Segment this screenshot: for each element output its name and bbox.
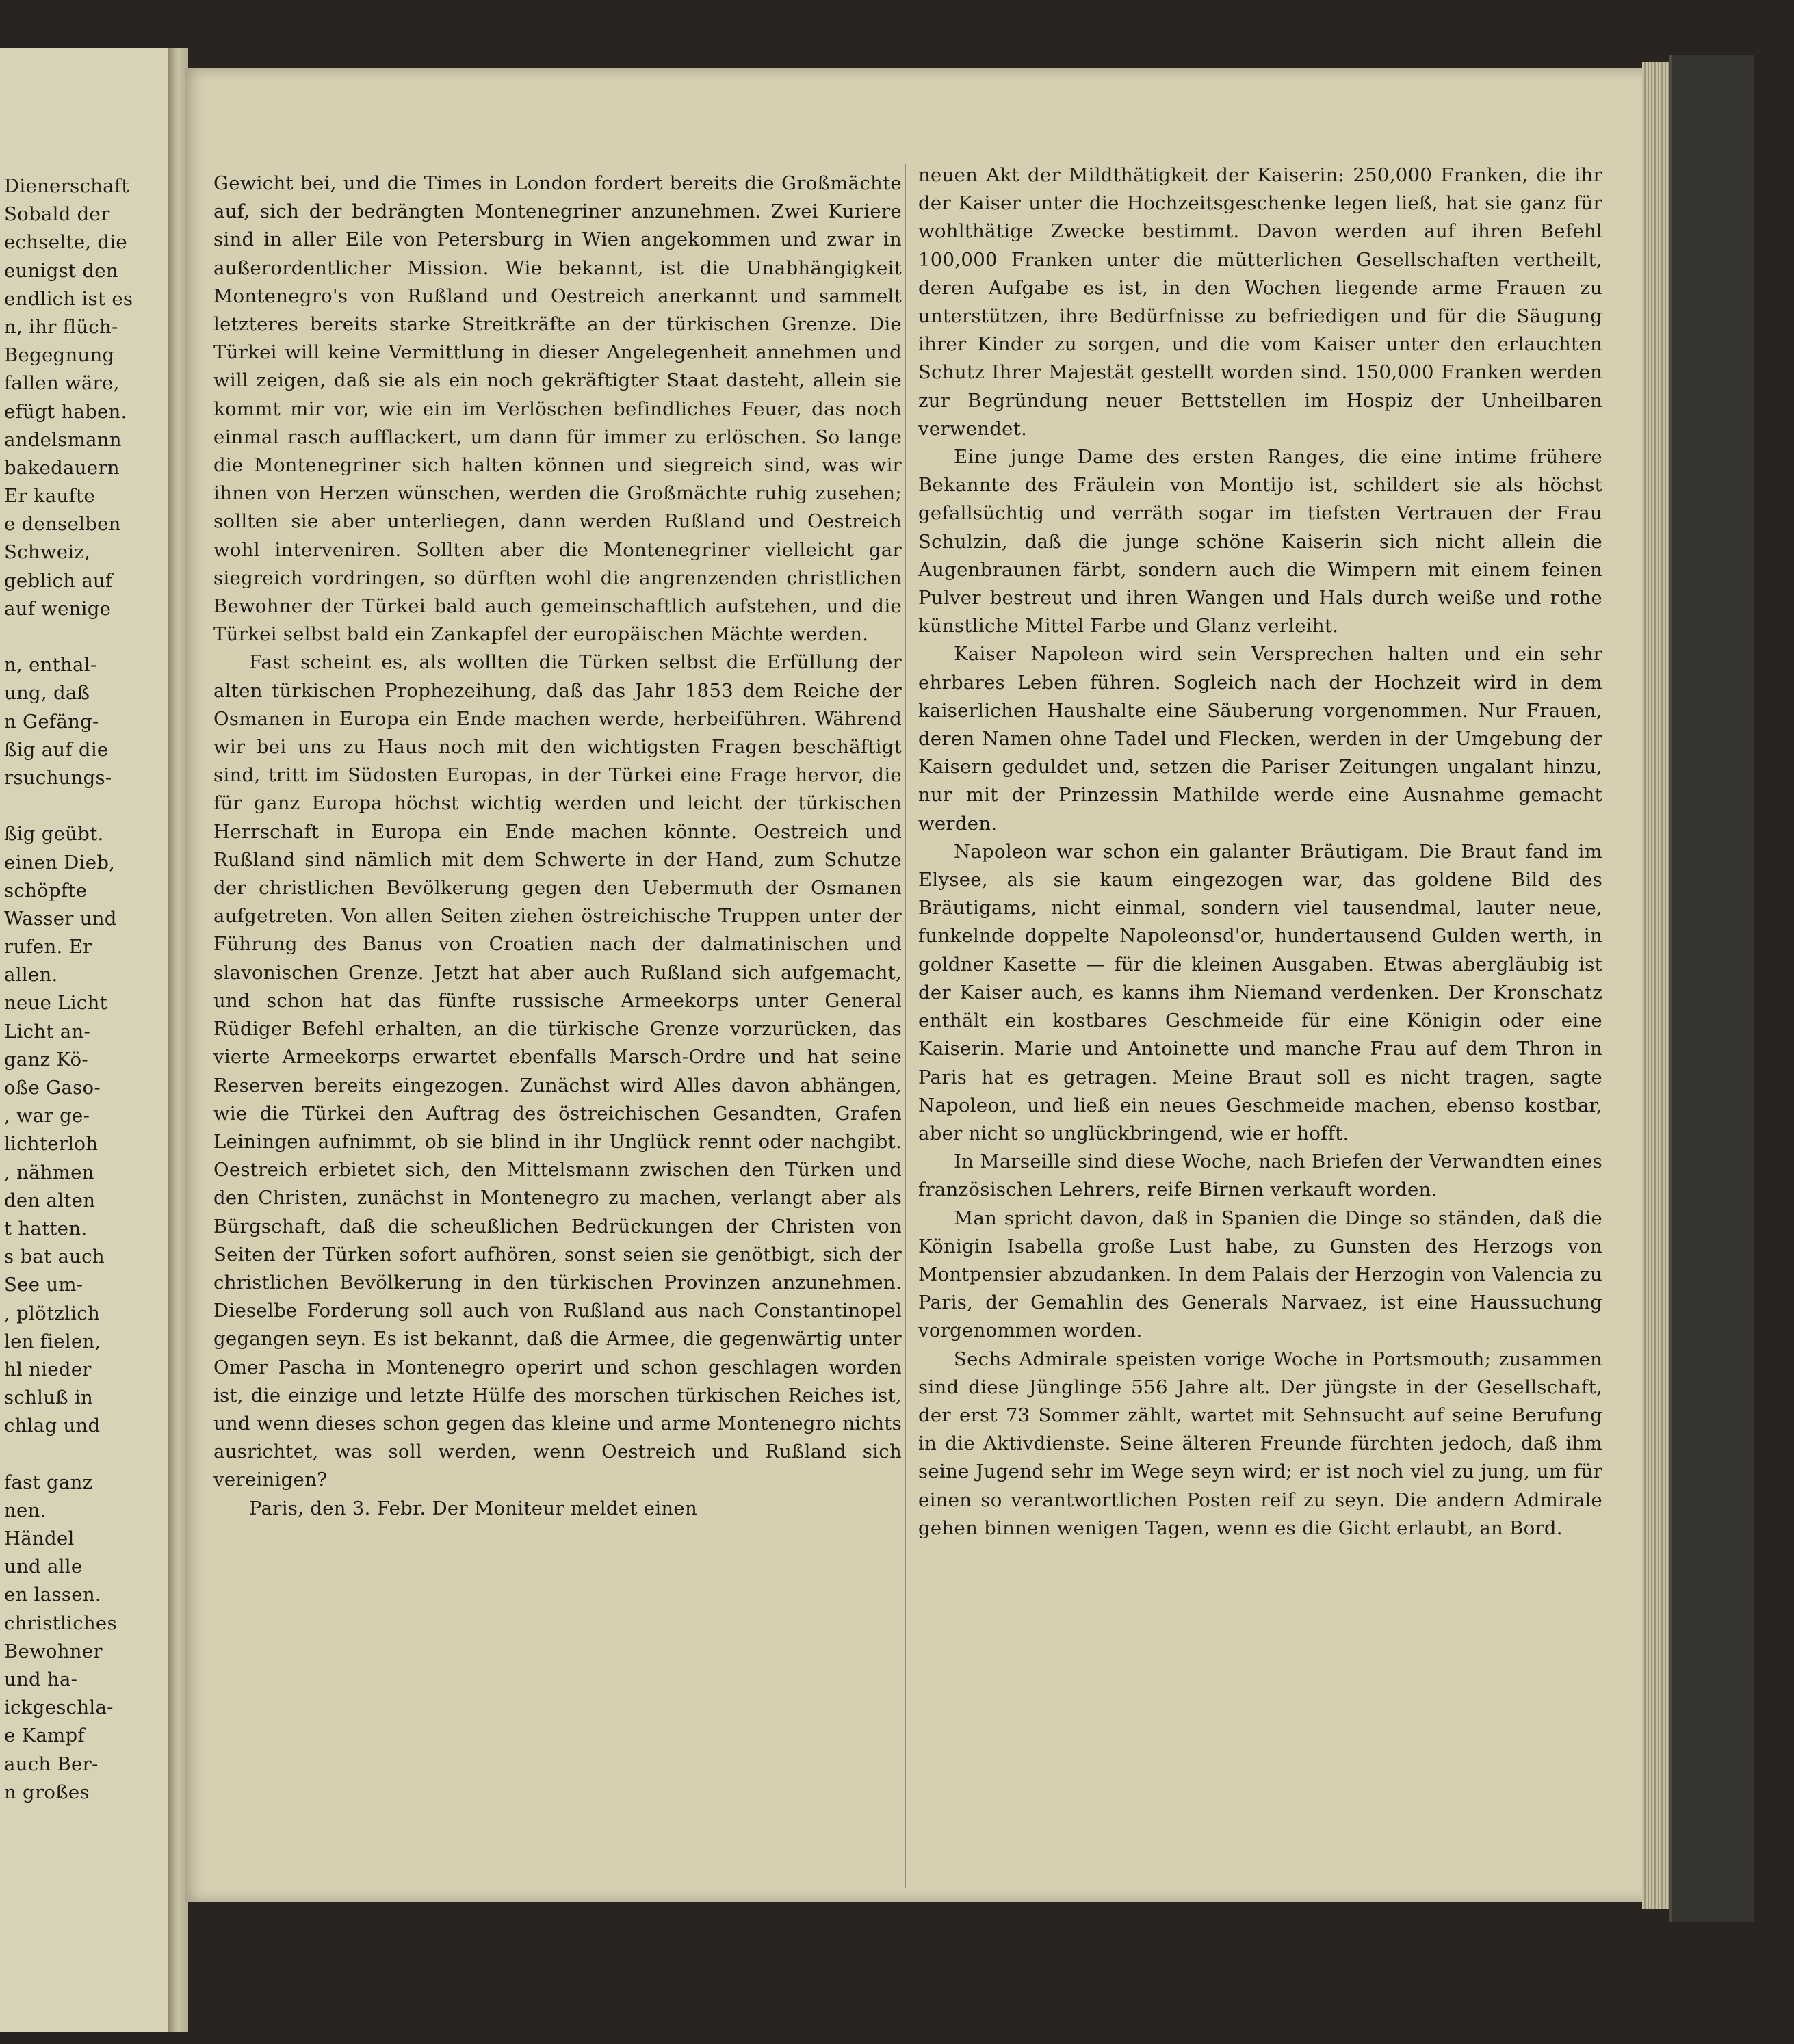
fragment-line: ßig auf die bbox=[4, 738, 109, 761]
fragment-line bbox=[4, 1440, 159, 1468]
fragment-line: oße Gaso- bbox=[4, 1077, 101, 1099]
fragment-line: eunigst den bbox=[4, 259, 118, 282]
fragment-line: , war ge- bbox=[4, 1105, 90, 1127]
fragment-line bbox=[4, 792, 159, 820]
fragment-line: allen. bbox=[4, 964, 58, 986]
fragment-line: einen Dieb, bbox=[4, 851, 116, 874]
fragment-line: ung, daß bbox=[4, 682, 90, 705]
fragment-line: e Kampf bbox=[4, 1725, 85, 1747]
fragment-line: schöpfte bbox=[4, 879, 88, 902]
article-paragraph: Eine junge Dame des ersten Ranges, die eine intime frühere Bekannte des Fräulein von Montijo ist, schildert sie als höchst gefallsüchtig und verräth sogar im tiefsten Vertrauen der Frau Schulzin, daß die junge schöne Kaiserin sich nicht allein die Augenbraunen färbt, sondern auch die Wimpern mit einem feinen Pulver bestreut und ihren Wangen und Hals durch weiße und rothe künstliche Mittel Farbe und Glanz verleiht. bbox=[918, 446, 1602, 638]
left-page-text-fragment bbox=[4, 172, 159, 1807]
article-paragraph: Paris, den 3. Febr. Der Moniteur meldet einen bbox=[249, 1497, 698, 1519]
fragment-line: fast ganz bbox=[4, 1471, 93, 1493]
fragment-line: n großes bbox=[4, 1781, 90, 1803]
fragment-line: Dienerschaft bbox=[4, 175, 129, 197]
fragment-line: See um- bbox=[4, 1274, 83, 1296]
fragment-line: fallen wäre, bbox=[4, 372, 120, 395]
fragment-line: hl nieder bbox=[4, 1358, 92, 1380]
article-paragraph: In Marseille sind diese Woche, nach Briefen der Verwandten eines französischen Lehrers, reife Birnen verkauft worden. bbox=[918, 1151, 1602, 1201]
fragment-line: len fielen, bbox=[4, 1330, 101, 1352]
fragment-line: neue Licht bbox=[4, 992, 107, 1014]
fragment-line: und alle bbox=[4, 1556, 83, 1578]
fragment-line: en lassen. bbox=[4, 1584, 101, 1606]
fragment-line: nen. bbox=[4, 1499, 47, 1521]
column-right bbox=[918, 161, 1602, 1543]
fragment-line: , nähmen bbox=[4, 1161, 94, 1183]
book-cover bbox=[1669, 55, 1754, 1922]
fragment-line: ßig geübt. bbox=[4, 823, 104, 846]
fragment-line: , plötzlich bbox=[4, 1302, 100, 1324]
fragment-line: rufen. Er bbox=[4, 936, 92, 958]
article-paragraph: Man spricht davon, daß in Spanien die Dinge so ständen, daß die Königin Isabella große Lust habe, zu Gunsten des Herzogs von Montpensier abzudanken. In dem Palais der Herzogin von Valencia zu Paris, der Gemahlin des Generals Narvaez, ist eine Haussuchung vorgenommen worden. bbox=[918, 1207, 1602, 1342]
fragment-line: geblich auf bbox=[4, 569, 113, 592]
fragment-line: bakedauern bbox=[4, 456, 120, 479]
fragment-line: echselte, die bbox=[4, 231, 127, 254]
fragment-line: e denselben bbox=[4, 513, 121, 536]
fragment-line: schluß in bbox=[4, 1387, 94, 1409]
fragment-line: und ha- bbox=[4, 1668, 78, 1690]
fragment-line: Wasser und bbox=[4, 907, 117, 930]
fragment-line: efügt haben. bbox=[4, 400, 127, 423]
column-divider bbox=[905, 164, 906, 1888]
fragment-line: n, ihr flüch- bbox=[4, 315, 118, 338]
article-paragraph: Fast scheint es, als wollten die Türken selbst die Erfüllung der alten türkischen Prophezeihung, daß das Jahr 1853 dem Reiche der Osmanen in Europa ein Ende machen werde, herbeiführen. Während wir bei uns zu Haus noch mit den wichtigsten Fragen beschäftigt sind, tritt im Südosten Europas, in der Türkei eine Frage hervor, die für ganz Europa höchst wichtig werden und leicht der türkischen Herrschaft in Europa ein Ende machen könnte. Oestreich und Rußland sind nämlich mit dem Schwerte in der Hand, zum Schutze der christlichen Bevölkerung gegen den Uebermuth der Osmanen aufgetreten. Von allen Seiten ziehen östreichische Truppen unter der Führung des Banus von Croatien nach der dalmatinischen und slavonischen Grenze. Jetzt hat aber auch Rußland sich aufgemacht, und schon hat das fünfte russische Armeekorps unter General Rüdiger Befehl erhalten, an die türkische Grenze vorzurücken, das vierte Armeekorps erwartet ebenfalls Marsch-Ordre und hat seine Reserven bereits eingezogen. Zunächst wird Alles davon abhängen, wie die Türkei den Auftrag des östreichischen Gesandten, Grafen Leiningen aufnimmt, ob sie blind in ihr Unglück rennt oder nachgibt. Oestreich erbietet sich, den Mittelsmann zwischen den Türken und den Christen, zunächst in Montenegro zu machen, verlangt aber als Bürgschaft, daß die scheußlichen Bedrückungen der Christen von Seiten der Türken sofort aufhören, sonst seien sie genötbigt, sich der christlichen Bevölkerung in den türkischen Provinzen anzunehmen. Dieselbe Forderung soll auch von Rußland aus nach Constantinopel gegangen seyn. Es ist bekannt, daß die Armee, die gegenwärtig unter Omer Pascha in Montenegro operirt und schon geschlagen worden ist, die einzige und letzte Hülfe des morschen türkischen Reiches ist, und wenn dieses schon gegen das kleine und arme Montenegro nichts ausrichtet, was soll werden, wenn Oestreich und Rußland sich vereinigen? bbox=[213, 651, 902, 1491]
fragment-line: Licht an- bbox=[4, 1020, 91, 1043]
fragment-line: Händel bbox=[4, 1528, 75, 1549]
article-paragraph: Gewicht bei, und die Times in London fordert bereits die Großmächte auf, sich der bedrängten Montenegriner anzunehmen. Zwei Kuriere sind in aller Eile von Petersburg in Wien angekommen und zwar in außerordentlicher Mission. Wie bekannt, ist die Unabhängigkeit Montenegro's von Rußland und Oestreich anerkannt und sammelt letzteres bereits starke Streitkräfte an der türkischen Grenze. Die Türkei will keine Vermittlung in dieser Angelegenheit annehmen und will zeigen, daß sie als ein noch gekräftigter Staat dasteht, allein sie kommt mir vor, wie ein im Verlöschen befindliches Feuer, das noch einmal rasch aufflackert, um dann für immer zu erlöschen. So lange die Montenegriner sich halten können und siegreich sind, was wir ihnen von Herzen wünschen, werden die Großmächte ruhig zusehen; sollten sie aber unterliegen, dann werden Rußland und Oestreich wohl interveniren. Sollten aber die Montenegriner vielleicht gar siegreich vordringen, so dürften wohl die angrenzenden christlichen Bewohner der Türkei bald auch gemeinschaftlich aufstehen, und die Türkei selbst bald ein Zankapfel der europäischen Mächte werden. bbox=[213, 172, 902, 646]
fragment-line: Begegnung bbox=[4, 344, 115, 367]
fragment-line: n Gefäng- bbox=[4, 710, 99, 733]
fragment-line: andelsmann bbox=[4, 428, 122, 451]
fragment-line: den alten bbox=[4, 1189, 96, 1211]
fragment-line bbox=[4, 623, 159, 651]
article-paragraph: neuen Akt der Mildthätigkeit der Kaiserin: 250,000 Franken, die ihr der Kaiser unter die Hochzeitsgeschenke legen ließ, hat sie ganz für wohlthätige Zwecke bestimmt. Davon werden auf ihren Befehl 100,000 Franken unter die mütterlichen Gesellschaften vertheilt, deren Aufgabe es ist, in den Wochen liegende arme Frauen zu unterstützen, ihre Bedürfnisse zu befriedigen und für die Säugung ihrer Kinder zu sorgen, und die vom Kaiser unter den erlauchten Schutz Ihrer Majestät gestellt worden sind. 150,000 Franken werden zur Begründung neuer Bettstellen im Hospiz der Unheilbaren verwendet. bbox=[918, 164, 1602, 440]
fragment-line: t hatten. bbox=[4, 1217, 88, 1240]
fragment-line: Sobald der bbox=[4, 203, 110, 226]
fragment-line: ickgeschla- bbox=[4, 1696, 114, 1719]
fragment-line: s bat auch bbox=[4, 1246, 105, 1268]
fragment-line: Bewohner bbox=[4, 1640, 103, 1662]
fragment-line: christliches bbox=[4, 1612, 117, 1634]
column-left bbox=[213, 170, 902, 1523]
fragment-line: chlag und bbox=[4, 1415, 101, 1437]
article-paragraph: Sechs Admirale speisten vorige Woche in Portsmouth; zusammen sind diese Jünglinge 556 Jahre alt. Der jüngste in der Gesellschaft, der erst 73 Sommer zählt, wartet mit Sehnsucht auf seine Berufung in die Aktivdienste. Seine älteren Freunde fürchten jedoch, daß ihm seine Jugend sehr im Wege seyn wird; er ist noch viel zu jung, um für einen so verantwortlichen Posten reif zu seyn. Die andern Admirale gehen binnen wenigen Tagen, wenn es die Gicht erlaubt, an Bord. bbox=[918, 1348, 1602, 1539]
page-edges bbox=[1642, 62, 1669, 1909]
fragment-line: auch Ber- bbox=[4, 1753, 99, 1775]
fragment-line: endlich ist es bbox=[4, 287, 133, 310]
fragment-line: lichterloh bbox=[4, 1133, 99, 1155]
fragment-line: n, enthal- bbox=[4, 654, 97, 677]
fragment-line: Er kaufte bbox=[4, 485, 95, 508]
article-paragraph: Napoleon war schon ein galanter Bräutigam. Die Braut fand im Elysee, als sie kaum eingezogen war, das goldene Bild des Bräutigams, nicht einmal, sondern viel tausendmal, lauter neue, funkelnde doppelte Napoleonsd'or, hundertausend Gulden werth, in goldner Kasette — für die kleinen Ausgaben. Etwas abergläubig ist der Kaiser auch, es kanns ihm Niemand verdenken. Der Kronschatz enthält ein kostbares Geschmeide für eine Königin oder eine Kaiserin. Marie und Antoinette und manche Frau auf dem Thron in Paris hat es getragen. Meine Braut soll es nicht tragen, sagte Napoleon, und ließ ein neues Geschmeide machen, ebenso kostbar, aber nicht so unglückbringend, wie er hofft. bbox=[918, 840, 1602, 1144]
fragment-line: auf wenige bbox=[4, 597, 112, 620]
fragment-line: ganz Kö- bbox=[4, 1048, 88, 1071]
fragment-line: rsuchungs- bbox=[4, 766, 112, 789]
fragment-line: Schweiz, bbox=[4, 541, 91, 564]
article-paragraph: Kaiser Napoleon wird sein Versprechen halten und ein sehr ehrbares Leben führen. Sogleich nach der Hochzeit wird in dem kaiserlichen Haushalte eine Säuberung vorgenommen. Nur Frauen, deren Namen ohne Tadel und Flecken, werden in der Umgebung der Kaisern geduldet und, setzen die Pariser Zeitungen ungalant hinzu, nur mit der Prinzessin Mathilde werde eine Ausnahme gemacht werden. bbox=[918, 643, 1602, 835]
